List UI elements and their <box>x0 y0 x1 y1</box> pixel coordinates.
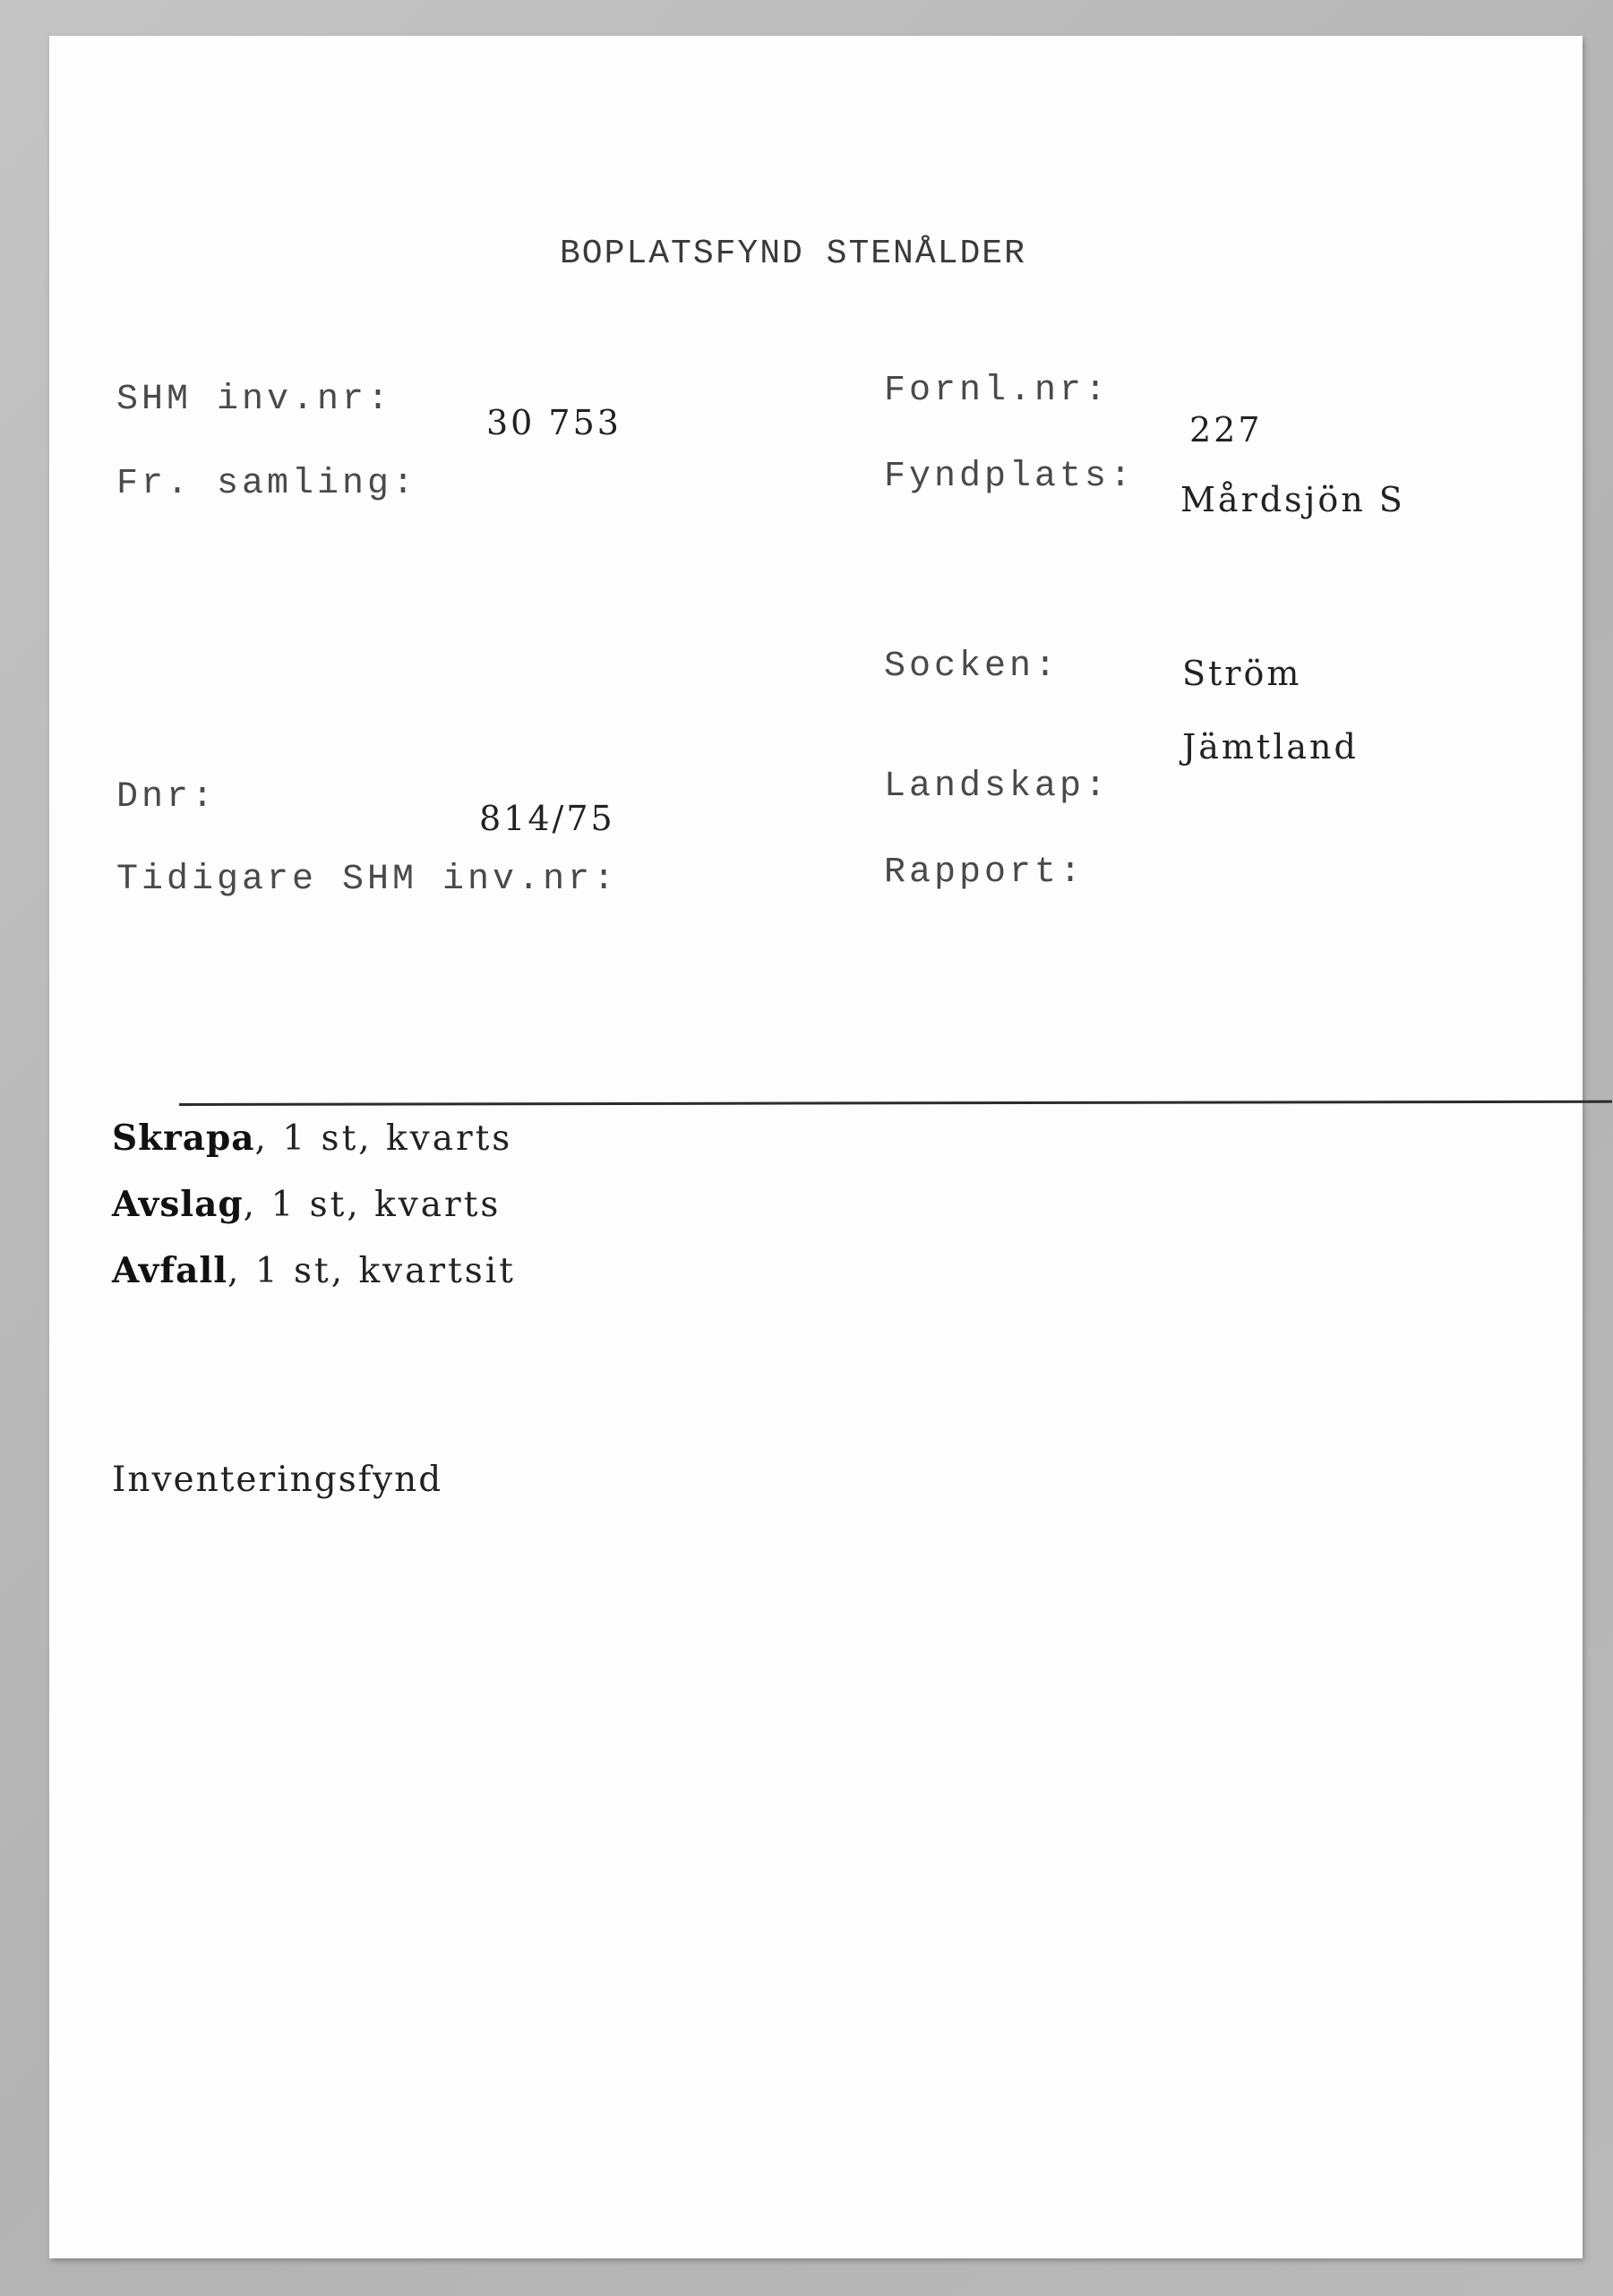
find-item <box>112 1250 516 1291</box>
label-fr-samling: Fr. samling: <box>116 464 418 504</box>
label-shm-inv-nr: SHM inv.nr: <box>116 380 393 420</box>
label-fyndplats: Fyndplats: <box>884 457 1136 497</box>
find-item-detail: , 1 st, kvarts <box>254 1118 513 1159</box>
label-socken: Socken: <box>884 647 1060 687</box>
label-landskap: Landskap: <box>884 767 1111 807</box>
label-fornl-nr: Fornl.nr: <box>884 371 1111 411</box>
value-socken: Ström <box>1182 654 1302 693</box>
value-landskap: Jämtland <box>1182 727 1359 767</box>
find-item-name: Avslag <box>112 1184 244 1225</box>
find-item-name: Skrapa <box>112 1118 255 1159</box>
label-rapport: Rapport: <box>884 852 1085 893</box>
note-text: Inventeringsfynd <box>112 1460 443 1500</box>
divider-rule <box>179 1101 1612 1106</box>
value-fyndplats: Mårdsjön S <box>1180 480 1405 519</box>
find-item-detail: , 1 st, kvarts <box>243 1185 502 1225</box>
card-title: BOPLATSFYND STENÅLDER <box>560 235 1026 273</box>
label-tidigare-shm-inv-nr: Tidigare SHM inv.nr: <box>116 860 619 900</box>
value-dnr: 814/75 <box>479 799 615 838</box>
find-item-detail: , 1 st, kvartsit <box>227 1251 516 1291</box>
value-fornl-nr: 227 <box>1189 410 1263 450</box>
value-shm-inv-nr: 30 753 <box>486 403 622 442</box>
label-dnr: Dnr: <box>116 777 218 818</box>
find-item-name: Avfall <box>112 1250 228 1291</box>
find-item <box>112 1118 512 1159</box>
find-item <box>112 1184 501 1225</box>
